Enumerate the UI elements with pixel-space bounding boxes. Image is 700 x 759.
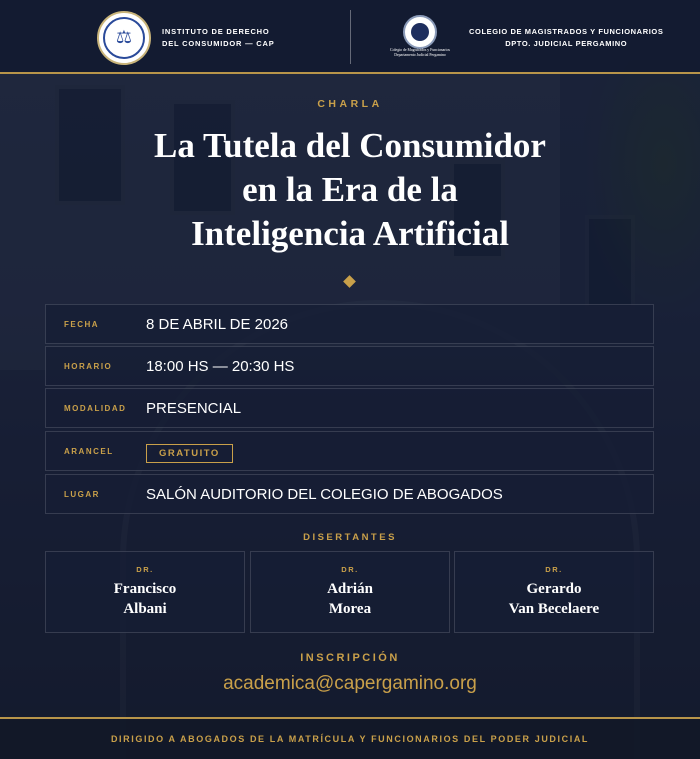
speaker-title: DR. (545, 565, 563, 574)
detail-value: 18:00 HS — 20:30 HS (146, 357, 295, 375)
institute-name: INSTITUTO DE DERECHO DEL CONSUMIDOR — CAP (162, 27, 275, 48)
header-bar (0, 0, 700, 74)
detail-row-arancel (45, 431, 654, 471)
registration-email-link[interactable]: academica@capergamino.org (223, 673, 477, 694)
footer-bar (0, 717, 700, 759)
speaker-title: DR. (341, 565, 359, 574)
speaker-name: Gerardo Van Becelaere (508, 581, 600, 617)
speaker-card (250, 551, 450, 633)
detail-value: 8 DE ABRIL DE 2026 (146, 315, 289, 333)
speaker-card (454, 551, 654, 633)
speaker-card (45, 551, 245, 633)
detail-label: FECHA (64, 319, 100, 329)
logo-caption: Colegio de Magistrados y Funcionarios Departamento Judicial Pergamino (390, 48, 450, 57)
detail-label: LUGAR (64, 489, 100, 499)
header-divider (350, 10, 351, 64)
detail-row-lugar (45, 474, 654, 514)
speaker-name: Adrián Morea (327, 581, 373, 617)
detail-row-horario (45, 346, 654, 386)
event-kind: CHARLA (317, 98, 383, 110)
detail-label: HORARIO (64, 361, 113, 371)
detail-row-modalidad (45, 388, 654, 428)
speaker-name: Francisco Albani (113, 581, 177, 617)
event-title: La Tutela del Consumidor en la Era de la Inteligencia Artificial (154, 126, 546, 253)
free-badge: GRATUITO (146, 444, 233, 463)
institute-seal-icon: ⚖ (97, 11, 151, 65)
speakers-heading: DISERTANTES (303, 532, 397, 543)
speaker-title: DR. (136, 565, 154, 574)
registration-heading: INSCRIPCIÓN (300, 652, 400, 664)
detail-label: MODALIDAD (64, 403, 127, 413)
magistrates-college-seal-icon (403, 15, 437, 49)
detail-row-fecha (45, 304, 654, 344)
detail-value: PRESENCIAL (146, 399, 242, 417)
detail-value: SALÓN AUDITORIO DEL COLEGIO DE ABOGADOS (146, 485, 503, 503)
college-name: COLEGIO DE MAGISTRADOS Y FUNCIONARIOS DPTO. JUDICIAL PERGAMINO (469, 27, 664, 48)
footer-text: DIRIGIDO A ABOGADOS DE LA MATRÍCULA Y FUNCIONARIOS DEL PODER JUDICIAL (110, 734, 590, 744)
detail-label: ARANCEL (64, 446, 114, 456)
